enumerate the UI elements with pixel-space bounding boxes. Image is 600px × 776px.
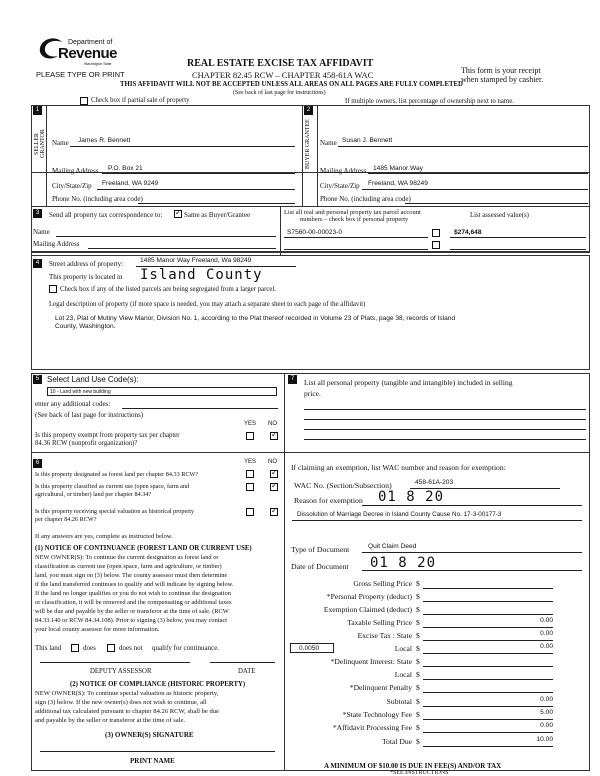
- fee-label: Total Due: [381, 737, 412, 746]
- buyer-city-label: City/State/Zip: [320, 182, 360, 190]
- personal-property-line-3: [304, 429, 586, 430]
- seller-city-line: [97, 189, 295, 190]
- notice-continuance-l4: if the land transferred continues to qualify and will indicate by signing below.: [35, 581, 234, 588]
- notice-continuance-l2: classification as current use (open space, farm and agriculture, or timber): [35, 563, 222, 570]
- assessor-date-label: DATE: [238, 668, 256, 675]
- this-land-label: This land: [35, 644, 62, 652]
- parcel-number-1[interactable]: S7560-00-00023-0: [287, 229, 342, 236]
- form-title: REAL ESTATE EXCISE TAX AFFIDAVIT: [187, 58, 374, 69]
- land-does-not-label: does not: [119, 644, 143, 652]
- fee-row: [290, 578, 585, 590]
- seller-phone-line: [138, 203, 295, 204]
- buyer-phone-line: [405, 203, 588, 204]
- land-does-not-checkbox[interactable]: [107, 644, 115, 652]
- fee-dollar: $: [416, 737, 420, 746]
- local-rate-box[interactable]: [290, 643, 334, 653]
- partial-sale-checkbox[interactable]: [80, 97, 88, 105]
- fee-label: Local: [394, 670, 412, 679]
- fee-line: [423, 640, 553, 641]
- section-5-see-back: (See back of last page for instructions): [35, 411, 144, 419]
- fee-row: [290, 656, 585, 668]
- notice-continuance-l5: If the land no longer qualifies or you do not wish to continue the designation: [35, 590, 231, 597]
- fee-line: [423, 627, 553, 628]
- notice-compliance-l3: additional tax calculated pursuant to chapter 84.26 RCW, shall be due: [35, 708, 219, 715]
- local-rate: 0.0050: [299, 645, 320, 652]
- owner-signature-title: (3) OWNER(S) SIGNATURE: [105, 731, 194, 739]
- fee-label: Local: [394, 644, 412, 653]
- send-correspondence-label: Send all property tax correspondence to:: [49, 211, 163, 219]
- notice-continuance-l9: your local county assessor for more information.: [35, 626, 160, 633]
- reason-label: Reason for exemption: [294, 496, 363, 505]
- document-type-label: Type of Document: [291, 545, 350, 554]
- document-type[interactable]: Quit Claim Deed: [368, 543, 417, 550]
- multiple-owners-note: If multiple owners, list percentage of ownership next to name.: [345, 98, 514, 105]
- parcel-line-1: [284, 237, 428, 238]
- assessed-header: List assessed value(s): [470, 212, 529, 219]
- deputy-assessor-label: DEPUTY ASSESSOR: [90, 668, 152, 675]
- buyer-city[interactable]: Freeland, WA 98249: [368, 180, 428, 187]
- reason-line: [362, 505, 582, 506]
- seller-name-label: Name: [52, 139, 69, 147]
- exempt-question-2: 84.36 RCW (nonprofit organization)?: [35, 440, 138, 447]
- street-address[interactable]: 1485 Manor Way Freeland, Wa 98249: [140, 257, 252, 264]
- located-in-handwritten[interactable]: Island County: [140, 267, 263, 283]
- seller-buyer-divider: [302, 105, 303, 173]
- receipt-note-1: This form is your receipt: [461, 66, 541, 75]
- please-type: PLEASE TYPE OR PRINT: [36, 70, 125, 79]
- fee-row: [290, 643, 585, 655]
- buyer-side-divider-2: [317, 173, 318, 207]
- notice-continuance-title: (1) NOTICE OF CONTINUANCE (FOREST LAND OR CURRENT USE): [35, 545, 252, 552]
- notice-compliance-l1: NEW OWNER(S): To continue special valuation as historic property,: [35, 690, 219, 697]
- section-7-badge: 7: [288, 375, 297, 384]
- fee-dollar: $: [416, 723, 420, 732]
- seller-grantor-label: SELLER GRANTOR: [34, 129, 46, 159]
- fee-line: [423, 732, 553, 733]
- correspondence-name-label: Name: [33, 228, 50, 236]
- fee-dollar: $: [416, 683, 420, 692]
- parcel-2-personal-checkbox[interactable]: [432, 241, 440, 249]
- street-address-label: Street address of property:: [49, 260, 124, 268]
- section-6-no: NO: [268, 459, 277, 465]
- fee-value[interactable]: 0.00: [540, 617, 553, 624]
- section-6-badge: 6: [33, 459, 42, 468]
- fee-line: [423, 706, 553, 707]
- exempt-no-checkbox[interactable]: [270, 432, 278, 440]
- fee-label: *State Technology Fee: [342, 710, 412, 719]
- current-use-yes-checkbox[interactable]: [246, 483, 254, 491]
- seller-side-divider: [46, 105, 47, 173]
- fee-dollar: $: [416, 618, 420, 627]
- forest-yes-checkbox[interactable]: [246, 470, 254, 478]
- personal-property-line-1: [304, 409, 586, 410]
- revenue-logo: [36, 34, 126, 70]
- seller-mailing[interactable]: P.O. Box 21: [108, 165, 143, 172]
- buyer-phone-label: Phone No. (including area code): [320, 195, 411, 203]
- historical-question-2: per chapter 84.26 RCW?: [35, 516, 97, 523]
- parcel-header-2: numbers – check box if personal property: [300, 216, 409, 223]
- current-use-question-2: agricultural, or timber) land per chapter 84.34?: [35, 491, 152, 498]
- parcel-line-2: [284, 249, 428, 250]
- forest-no-checkbox[interactable]: [270, 470, 278, 478]
- section-5-badge: 5: [33, 375, 42, 384]
- personal-property-label-2: price.: [304, 389, 321, 398]
- fee-line: [423, 679, 553, 680]
- fee-line: [423, 601, 553, 602]
- notice-compliance-l4: and payable by the seller or transferor at the time of sale.: [35, 717, 186, 724]
- section-3-frame-cont: [31, 252, 590, 253]
- fee-label: Gross Selling Price: [353, 579, 412, 588]
- assessed-line-1: [450, 237, 586, 238]
- print-name-label: PRINT NAME: [130, 757, 175, 765]
- fee-label: Subtotal: [386, 697, 412, 706]
- form-chapter: CHAPTER 82.45 RCW – CHAPTER 458-61A WAC: [192, 70, 374, 80]
- section-3-badge: 3: [33, 209, 42, 218]
- section-4-badge: 4: [33, 259, 42, 268]
- seller-name[interactable]: James R. Bennett: [78, 137, 131, 144]
- land-use-value: 10 - Land with new building: [50, 389, 111, 395]
- fee-label: *Delinquent Interest: State: [330, 657, 412, 666]
- fee-value[interactable]: 0.00: [540, 643, 553, 650]
- notice-compliance-l2: sign (3) below. If the new owner(s) does not wish to continue, all: [35, 699, 207, 706]
- fee-label: *Personal Property (deduct): [326, 592, 412, 601]
- fee-row: [290, 669, 585, 681]
- fee-row: [290, 709, 585, 721]
- section-2-badge: 2: [304, 106, 313, 115]
- fee-line: [423, 746, 553, 747]
- seller-phone-label: Phone No. (including area code): [52, 195, 143, 203]
- fee-row: [290, 604, 585, 616]
- fee-dollar: $: [416, 710, 420, 719]
- fee-value[interactable]: 0.00: [540, 696, 553, 703]
- fee-line: [423, 692, 553, 693]
- logo-department: Department of: [68, 39, 113, 46]
- exempt-question-1: Is this property exempt from property tax per chapter: [35, 432, 180, 439]
- notice-continuance-l6: or classification, it will be removed and the compensating or additional taxes: [35, 599, 232, 606]
- segregated-checkbox[interactable]: [49, 285, 57, 293]
- buyer-city-line: [362, 189, 588, 190]
- forest-land-question: Is this property designated as forest land per chapter 84.33 RCW?: [35, 471, 199, 478]
- parcel-header-1: List all real and personal property tax parcel account: [284, 209, 421, 216]
- current-use-question-1: Is this property classified as current use (open space, farm and: [35, 483, 190, 490]
- deputy-assessor-line: [40, 662, 190, 663]
- fee-value[interactable]: 5.00: [540, 709, 553, 716]
- if-yes-note: If any answers are yes, complete as instructed below.: [35, 533, 173, 540]
- wac-value[interactable]: 458-61A-203: [415, 479, 454, 486]
- owner-signature-line: [40, 751, 275, 752]
- legal-description-2[interactable]: County, Washington.: [55, 323, 116, 330]
- assessor-date-line: [210, 662, 275, 663]
- same-as-buyer-label: Same as Buyer/Grantee: [184, 211, 251, 219]
- fee-value[interactable]: 10.00: [536, 736, 553, 743]
- historical-no-checkbox[interactable]: [270, 508, 278, 516]
- personal-property-label-1: List all personal property (tangible and intangible) included in selling: [304, 378, 513, 387]
- fee-value[interactable]: 0.00: [540, 630, 553, 637]
- fee-label: Excise Tax : State: [357, 631, 412, 640]
- fee-dollar: $: [416, 697, 420, 706]
- section-3-mid-edge: [280, 207, 281, 255]
- logo-revenue: Revenue: [58, 45, 118, 62]
- personal-property-line-2: [304, 419, 586, 420]
- fee-row: [290, 617, 585, 629]
- qualify-label: qualify for continuance.: [152, 644, 220, 652]
- buyer-name-label: Name: [320, 139, 337, 147]
- buyer-mailing-label: Mailing Address: [320, 167, 367, 175]
- section-6-yes: YES: [244, 459, 257, 465]
- correspondence-mailing-line: [88, 248, 276, 249]
- seller-mailing-label: Mailing Address: [52, 167, 99, 175]
- document-date-label: Date of Document: [291, 562, 349, 571]
- buyer-side-divider: [317, 105, 318, 173]
- reason-value-line: [292, 520, 582, 521]
- historical-question-1: Is this property receiving special valuation as historical property: [35, 508, 195, 515]
- land-does-label: does: [83, 644, 96, 652]
- minimum-fee-note: A MINIMUM OF $10.00 IS DUE IN FEE(S) AND/OR TAX: [324, 762, 502, 770]
- fee-line: [423, 719, 553, 720]
- form-warning: THIS AFFIDAVIT WILL NOT BE ACCEPTED UNLESS ALL AREAS ON ALL PAGES ARE FULLY COMPLETED: [120, 81, 463, 88]
- notice-continuance-l8: 84.33.140 or RCW 84.34.108). Prior to signing (3) below, you may contact: [35, 617, 228, 624]
- fee-row: [290, 591, 585, 603]
- fee-row: [290, 630, 585, 642]
- seller-name-line: [70, 146, 295, 147]
- see-back-note: (See back of last page for instructions): [233, 90, 326, 96]
- fee-dollar: $: [416, 670, 420, 679]
- legal-description-1[interactable]: Lot 23, Plat of Mutiny View Manor, Division No. 1, according to the Plat thereof recorded in Volume 23 of Plats, page 38, records of Island: [55, 315, 456, 322]
- assessed-line-2: [450, 249, 586, 250]
- fee-row: [290, 722, 585, 734]
- fee-value[interactable]: 0.00: [540, 722, 553, 729]
- historical-yes-checkbox[interactable]: [246, 508, 254, 516]
- seller-city-label: City/State/Zip: [52, 182, 92, 190]
- exempt-yes-checkbox[interactable]: [246, 432, 254, 440]
- fee-dollar: $: [416, 605, 420, 614]
- fee-row: [290, 736, 585, 748]
- correspondence-mailing-label: Mailing Address: [33, 240, 80, 248]
- notice-continuance-l3: land, you must sign on (3) below. The county assessor must then determine: [35, 572, 228, 579]
- exemption-label: If claiming an exemption, list WAC number and reason for exemption:: [291, 463, 506, 472]
- fee-row: [290, 696, 585, 708]
- fee-dollar: $: [416, 644, 420, 653]
- legal-description-label: Legal description of property (if more space is needed, you may attach a separate sheet to each page of the affidavit): [49, 301, 366, 308]
- section-5-yes: YES: [244, 421, 257, 427]
- receipt-note-2: when stamped by cashier.: [461, 75, 544, 84]
- assessed-value-1[interactable]: $274,648: [454, 229, 482, 236]
- notice-compliance-title: (2) NOTICE OF COMPLIANCE (HISTORIC PROPERTY): [70, 681, 246, 688]
- wac-label: WAC No. (Section/Subsection): [294, 481, 392, 490]
- seller-side-divider-2: [46, 173, 47, 207]
- additional-codes-label: enter any additional codes:: [35, 400, 111, 408]
- fee-line: [423, 614, 553, 615]
- current-use-no-checkbox[interactable]: [270, 483, 278, 491]
- fee-line: [423, 653, 553, 654]
- additional-codes-line: [122, 408, 278, 409]
- buyer-name[interactable]: Susan J. Bennett: [342, 137, 393, 144]
- fee-line: [423, 666, 553, 667]
- fee-line: [423, 588, 553, 589]
- fee-dollar: $: [416, 579, 420, 588]
- land-does-checkbox[interactable]: [71, 644, 79, 652]
- land-use-select[interactable]: [47, 387, 277, 396]
- document-date[interactable]: 01 8 20: [370, 555, 437, 571]
- located-in-label: This property is located in: [49, 273, 123, 281]
- fee-dollar: $: [416, 631, 420, 640]
- section-3-left-edge: [31, 207, 32, 255]
- correspondence-name-line: [56, 236, 276, 237]
- fee-label: *Delinquent Penalty: [349, 683, 412, 692]
- partial-sale-label: Check box if partial sale of property: [91, 97, 190, 104]
- section-1-badge: 1: [33, 106, 42, 115]
- reason-value[interactable]: Dissolution of Marriage Decree in Island County Cause No. 17-3-00177-3: [297, 511, 502, 518]
- buyer-grantee-label: BUYER GRANTEE: [305, 119, 311, 169]
- fee-label: *Affidavit Processing Fee: [332, 723, 412, 732]
- section-5-no: NO: [268, 421, 277, 427]
- fee-dollar: $: [416, 592, 420, 601]
- see-instructions-note: *SEE INSTRUCTIONS: [390, 770, 449, 776]
- notice-continuance-l7: will be due and payable by the seller or transferor at the time of sale. (RCW: [35, 608, 229, 615]
- document-date-line: [362, 570, 582, 571]
- logo-state: Washington State: [84, 62, 112, 66]
- same-as-buyer-checkbox[interactable]: [174, 210, 182, 218]
- document-type-line: [362, 552, 582, 553]
- seller-buyer-divider-2: [302, 173, 303, 207]
- personal-property-line-4: [304, 439, 586, 440]
- parcel-1-personal-checkbox[interactable]: [432, 229, 440, 237]
- fee-row: [290, 682, 585, 694]
- buyer-name-line: [338, 146, 588, 147]
- seller-city[interactable]: Freeland, WA 9249: [102, 180, 159, 187]
- buyer-mailing[interactable]: 1485 Manor Way: [373, 165, 423, 172]
- notice-continuance-l1: NEW OWNER(S): To continue the current designation as forest land or: [35, 554, 219, 561]
- land-use-label: Select Land Use Code(s):: [47, 375, 139, 384]
- fee-label: Taxable Selling Price: [347, 618, 412, 627]
- fee-dollar: $: [416, 657, 420, 666]
- segregated-label: Check box if any of the listed parcels are being segregated from a larger parcel.: [60, 286, 276, 293]
- fee-label: Exemption Claimed (deduct): [323, 605, 412, 614]
- reason-handwritten[interactable]: 01 8 20: [378, 489, 445, 505]
